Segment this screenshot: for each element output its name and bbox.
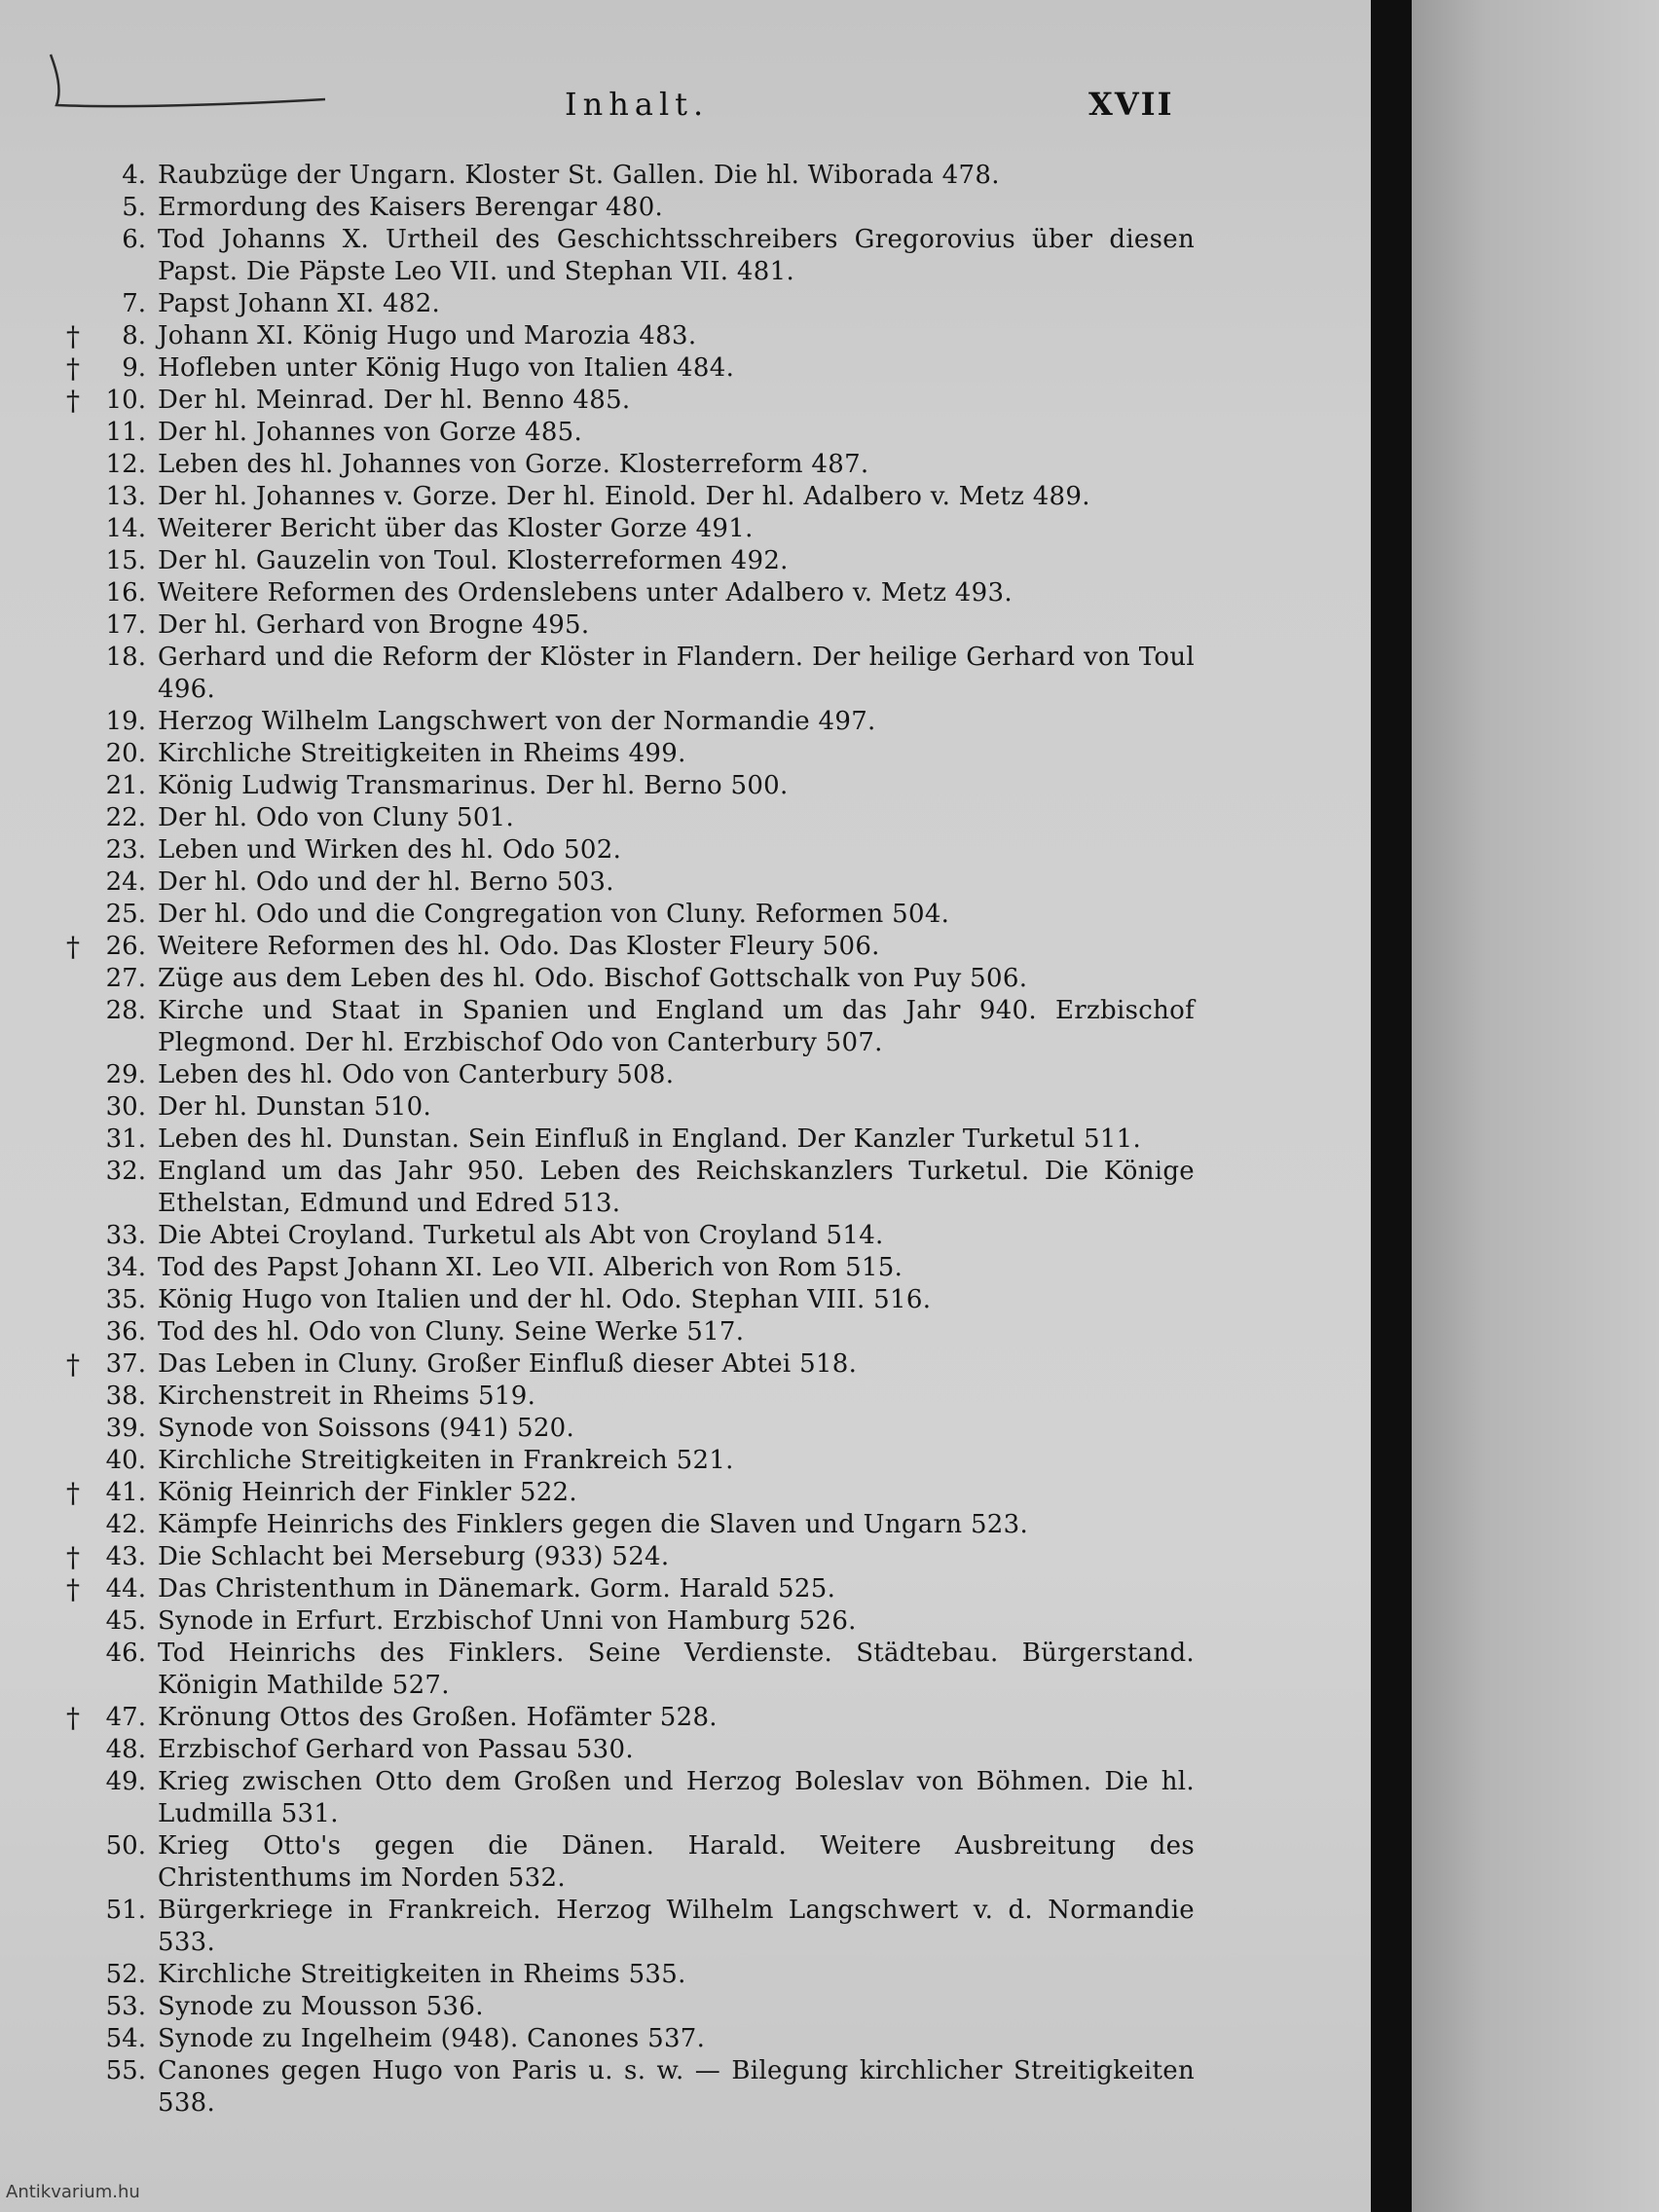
toc-entry (0, 899, 1371, 931)
toc-entry (0, 866, 1371, 899)
entry-number: 39. (105, 1414, 146, 1443)
entry-text: Der hl. Johannes v. Gorze. Der hl. Einold. Der hl. Adalbero v. Metz 489. (158, 482, 1090, 511)
toc-entry (0, 1381, 1371, 1413)
entry-text: Der hl. Meinrad. Der hl. Benno 485. (158, 386, 631, 415)
entry-text: Kirchliche Streitigkeiten in Rheims 535. (158, 1960, 686, 1989)
entry-text: Das Leben in Cluny. Großer Einfluß dieser Abtei 518. (158, 1349, 858, 1379)
entry-number: 24. (105, 867, 146, 897)
entry-text: Kirchliche Streitigkeiten in Rheims 499. (158, 739, 686, 768)
toc-entry (0, 834, 1371, 866)
toc-entry (0, 1348, 1371, 1381)
dagger-mark: † (66, 352, 80, 385)
entry-text: Leben des hl. Johannes von Gorze. Klosterreform 487. (158, 450, 869, 479)
entry-text: Canones gegen Hugo von Paris u. s. w. — Bilegung kirchlicher Streitigkeiten 538. (158, 2056, 1195, 2118)
entry-number: 16. (105, 578, 146, 608)
entry-text: Der hl. Gauzelin von Toul. Klosterreformen 492. (158, 546, 789, 575)
entry-number: 31. (105, 1124, 146, 1154)
toc-entry (0, 2055, 1371, 2120)
entry-text: Tod Johanns X. Urtheil des Geschichtsschreibers Gregorovius über diesen Papst. Die Päpste Leo VII. und Stephan VII. 481. (158, 225, 1195, 286)
entry-text: Synode von Soissons (941) 520. (158, 1414, 575, 1443)
entry-number: 18. (105, 643, 146, 672)
toc-entry (0, 1156, 1371, 1220)
entry-number: 55. (105, 2056, 146, 2085)
entry-text: Ermordung des Kaisers Berengar 480. (158, 193, 664, 222)
toc-entry (0, 320, 1371, 352)
entry-number: 30. (105, 1092, 146, 1122)
toc-entry (0, 1284, 1371, 1316)
toc-entry (0, 770, 1371, 802)
entry-text: Leben und Wirken des hl. Odo 502. (158, 835, 622, 865)
toc-entry (0, 1509, 1371, 1541)
entry-number: 53. (105, 1992, 146, 2021)
entry-text: Synode zu Mousson 536. (158, 1992, 484, 2021)
entry-text: Der hl. Odo und der hl. Berno 503. (158, 867, 614, 897)
toc-entry (0, 1220, 1371, 1252)
entry-number: 32. (105, 1157, 146, 1186)
entry-number: 9. (122, 353, 146, 383)
entry-number: 52. (105, 1960, 146, 1989)
table-of-contents (0, 160, 1371, 2117)
entry-number: 33. (105, 1221, 146, 1250)
toc-entry (0, 1605, 1371, 1638)
entry-number: 46. (105, 1639, 146, 1668)
entry-text: Der hl. Odo von Cluny 501. (158, 803, 515, 832)
pencil-annotation-icon (43, 51, 335, 119)
toc-entry (0, 1959, 1371, 1991)
toc-entry (0, 417, 1371, 449)
entry-text: Gerhard und die Reform der Klöster in Flandern. Der heilige Gerhard von Toul 496. (158, 643, 1195, 704)
entry-number: 14. (105, 514, 146, 543)
entry-number: 29. (105, 1060, 146, 1089)
entry-number: 40. (105, 1446, 146, 1475)
toc-entry (0, 1124, 1371, 1156)
page-title: Inhalt. (565, 86, 710, 123)
page-number: XVII (1088, 86, 1174, 123)
toc-entry (0, 545, 1371, 577)
entry-text: Krieg Otto's gegen die Dänen. Harald. Weitere Ausbreitung des Christenthums im Norden 532. (158, 1831, 1195, 1893)
dagger-mark: † (66, 931, 80, 963)
toc-entry (0, 1477, 1371, 1509)
entry-number: 17. (105, 610, 146, 640)
entry-text: Kirche und Staat in Spanien und England um das Jahr 940. Erzbischof Plegmond. Der hl. Erzbischof Odo von Canterbury 507. (158, 996, 1195, 1057)
toc-entry (0, 1573, 1371, 1605)
entry-number: 21. (105, 771, 146, 800)
dagger-mark: † (66, 320, 80, 352)
entry-number: 42. (105, 1510, 146, 1539)
entry-number: 23. (105, 835, 146, 865)
entry-number: 12. (105, 450, 146, 479)
toc-entry (0, 642, 1371, 706)
entry-text: Züge aus dem Leben des hl. Odo. Bischof Gottschalk von Puy 506. (158, 964, 1028, 993)
toc-entry (0, 513, 1371, 545)
toc-entry (0, 1734, 1371, 1766)
toc-entry (0, 1316, 1371, 1348)
entry-text: Kirchliche Streitigkeiten in Frankreich 521. (158, 1446, 734, 1475)
toc-entry (0, 352, 1371, 385)
entry-number: 49. (105, 1767, 146, 1796)
entry-number: 43. (105, 1542, 146, 1571)
dagger-mark: † (66, 385, 80, 417)
toc-entry (0, 1059, 1371, 1091)
entry-text: König Hugo von Italien und der hl. Odo. Stephan VIII. 516. (158, 1285, 932, 1314)
entry-text: Der hl. Gerhard von Brogne 495. (158, 610, 590, 640)
toc-entry (0, 224, 1371, 288)
entry-text: Der hl. Johannes von Gorze 485. (158, 418, 583, 447)
entry-number: 48. (105, 1735, 146, 1764)
entry-number: 38. (105, 1382, 146, 1411)
book-spine-shadow (1371, 0, 1412, 2212)
toc-entry (0, 1895, 1371, 1959)
entry-text: England um das Jahr 950. Leben des Reichskanzlers Turketul. Die Könige Ethelstan, Edmund und Edred 513. (158, 1157, 1195, 1218)
entry-text: Tod des Papst Johann XI. Leo VII. Alberich von Rom 515. (158, 1253, 903, 1282)
entry-number: 25. (105, 900, 146, 929)
dagger-mark: † (66, 1541, 80, 1573)
dagger-mark: † (66, 1477, 80, 1509)
entry-number: 10. (105, 386, 146, 415)
entry-number: 5. (122, 193, 146, 222)
entry-text: Das Christenthum in Dänemark. Gorm. Harald 525. (158, 1574, 836, 1604)
entry-text: Herzog Wilhelm Langschwert von der Normandie 497. (158, 707, 876, 736)
toc-entry (0, 481, 1371, 513)
entry-text: Synode in Erfurt. Erzbischof Unni von Hamburg 526. (158, 1606, 857, 1636)
entry-number: 54. (105, 2024, 146, 2053)
entry-number: 51. (105, 1896, 146, 1925)
entry-number: 27. (105, 964, 146, 993)
entry-number: 15. (105, 546, 146, 575)
entry-number: 45. (105, 1606, 146, 1636)
entry-text: Erzbischof Gerhard von Passau 530. (158, 1735, 634, 1764)
entry-text: Krönung Ottos des Großen. Hofämter 528. (158, 1703, 718, 1732)
toc-entry (0, 1445, 1371, 1477)
entry-text: König Heinrich der Finkler 522. (158, 1478, 577, 1507)
toc-entry (0, 1413, 1371, 1445)
entry-number: 8. (122, 321, 146, 350)
entry-text: Tod des hl. Odo von Cluny. Seine Werke 517. (158, 1317, 745, 1346)
entry-text: Raubzüge der Ungarn. Kloster St. Gallen. Die hl. Wiborada 478. (158, 161, 1000, 190)
toc-entry (0, 931, 1371, 963)
entry-number: 50. (105, 1831, 146, 1861)
entry-text: Leben des hl. Odo von Canterbury 508. (158, 1060, 675, 1089)
entry-text: Tod Heinrichs des Finklers. Seine Verdienste. Städtebau. Bürgerstand. Königin Mathilde 527. (158, 1639, 1195, 1700)
toc-entry (0, 449, 1371, 481)
toc-entry (0, 738, 1371, 770)
entry-number: 35. (105, 1285, 146, 1314)
entry-text: Leben des hl. Dunstan. Sein Einfluß in England. Der Kanzler Turketul 511. (158, 1124, 1142, 1154)
toc-entry (0, 802, 1371, 834)
toc-entry (0, 706, 1371, 738)
entry-number: 6. (122, 225, 146, 254)
entry-number: 19. (105, 707, 146, 736)
watermark: Antikvarium.hu (6, 2182, 140, 2202)
entry-number: 20. (105, 739, 146, 768)
toc-entry (0, 1991, 1371, 2023)
entry-text: Der hl. Odo und die Congregation von Cluny. Reformen 504. (158, 900, 950, 929)
entry-text: Krieg zwischen Otto dem Großen und Herzog Boleslav von Böhmen. Die hl. Ludmilla 531. (158, 1767, 1195, 1828)
toc-entry (0, 577, 1371, 609)
entry-text: Kirchenstreit in Rheims 519. (158, 1382, 536, 1411)
toc-entry (0, 385, 1371, 417)
dagger-mark: † (66, 1348, 80, 1381)
entry-text: König Ludwig Transmarinus. Der hl. Berno 500. (158, 771, 789, 800)
entry-number: 4. (122, 161, 146, 190)
entry-text: Papst Johann XI. 482. (158, 289, 441, 318)
entry-number: 44. (105, 1574, 146, 1604)
entry-number: 26. (105, 932, 146, 961)
entry-text: Kämpfe Heinrichs des Finklers gegen die Slaven und Ungarn 523. (158, 1510, 1029, 1539)
entry-number: 22. (105, 803, 146, 832)
dagger-mark: † (66, 1573, 80, 1605)
toc-entry (0, 1091, 1371, 1124)
entry-text: Der hl. Dunstan 510. (158, 1092, 432, 1122)
entry-text: Hofleben unter König Hugo von Italien 484. (158, 353, 735, 383)
dagger-mark: † (66, 1702, 80, 1734)
entry-text: Die Schlacht bei Merseburg (933) 524. (158, 1542, 670, 1571)
entry-text: Johann XI. König Hugo und Marozia 483. (158, 321, 697, 350)
toc-entry (0, 963, 1371, 995)
toc-entry (0, 1252, 1371, 1284)
entry-text: Weitere Reformen des hl. Odo. Das Kloster Fleury 506. (158, 932, 880, 961)
entry-number: 41. (105, 1478, 146, 1507)
entry-number: 34. (105, 1253, 146, 1282)
toc-entry (0, 288, 1371, 320)
toc-entry (0, 2023, 1371, 2055)
entry-text: Weitere Reformen des Ordenslebens unter Adalbero v. Metz 493. (158, 578, 1013, 608)
toc-entry (0, 1766, 1371, 1830)
toc-entry (0, 1541, 1371, 1573)
underlying-page (1412, 0, 1659, 2212)
entry-number: 28. (105, 996, 146, 1025)
toc-entry (0, 995, 1371, 1059)
entry-text: Weiterer Bericht über das Kloster Gorze 491. (158, 514, 754, 543)
entry-number: 13. (105, 482, 146, 511)
toc-entry (0, 160, 1371, 192)
entry-number: 47. (105, 1703, 146, 1732)
entry-text: Die Abtei Croyland. Turketul als Abt von Croyland 514. (158, 1221, 884, 1250)
toc-entry (0, 1638, 1371, 1702)
entry-number: 7. (122, 289, 146, 318)
toc-entry (0, 609, 1371, 642)
toc-entry (0, 1830, 1371, 1895)
entry-text: Bürgerkriege in Frankreich. Herzog Wilhelm Langschwert v. d. Normandie 533. (158, 1896, 1195, 1957)
toc-entry (0, 1702, 1371, 1734)
entry-number: 11. (105, 418, 146, 447)
entry-number: 37. (105, 1349, 146, 1379)
toc-entry (0, 192, 1371, 224)
entry-number: 36. (105, 1317, 146, 1346)
entry-text: Synode zu Ingelheim (948). Canones 537. (158, 2024, 706, 2053)
